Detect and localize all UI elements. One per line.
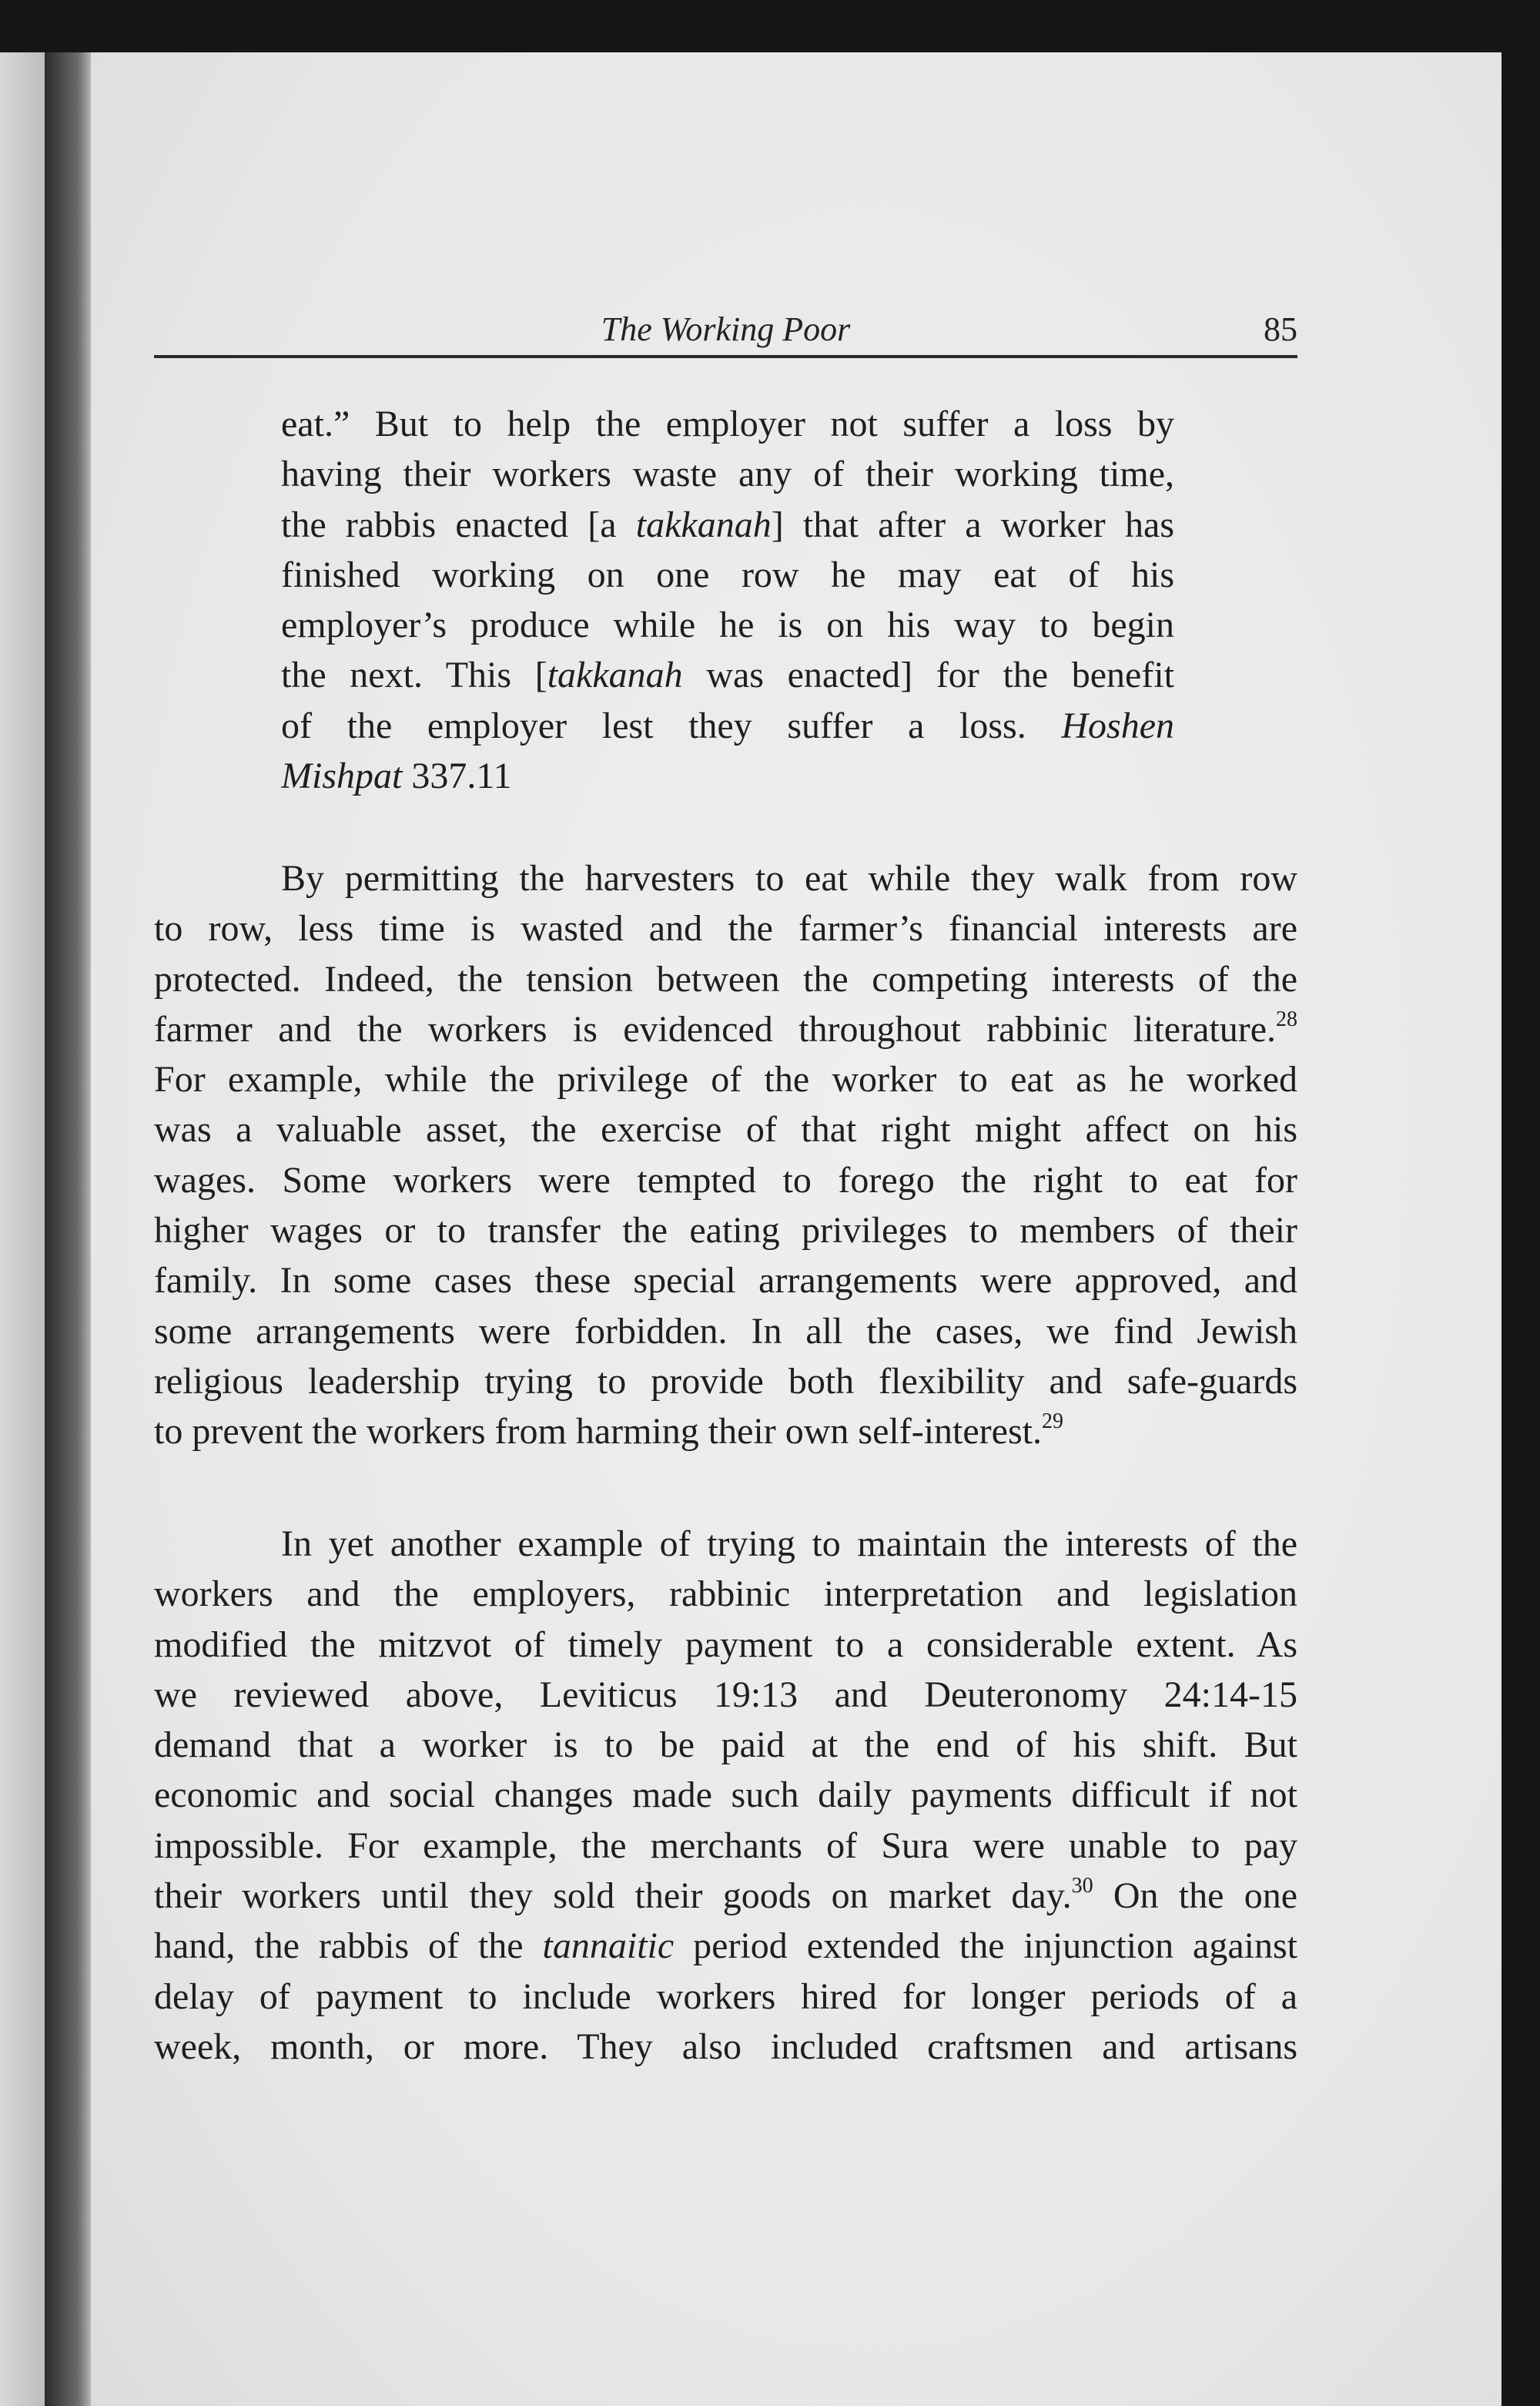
text-run: we reviewed above, Leviticus 19:13 and Deuteronomy 24:14-15 (154, 1674, 1297, 1715)
text-line (154, 2022, 1297, 2072)
text-line (281, 449, 1174, 499)
text-run: the rabbis enacted [a (281, 504, 636, 545)
text-line (281, 701, 1174, 751)
text-line (154, 1569, 1297, 1619)
text-run: delay of payment to include workers hired for longer periods of a (154, 1975, 1297, 2017)
text-line (154, 1871, 1297, 1921)
text-run: 337.11 (402, 756, 512, 797)
text-run: demand that a worker is to be paid at the end of his shift. But (154, 1724, 1297, 1766)
text-run: farmer and the workers is evidenced throughout rabbinic literature. (154, 1008, 1276, 1050)
text-run: ] that after a worker has (771, 504, 1174, 545)
text-run: to prevent the workers from harming their own self-interest. (154, 1411, 1042, 1453)
italic-term: takkanah (547, 655, 683, 696)
running-header-title: The Working Poor (601, 310, 851, 348)
text-run: period extended the injunction against (674, 1925, 1297, 1967)
text-run: By permitting the harvesters to eat while they walk from row (281, 858, 1297, 899)
header-rule (154, 355, 1297, 358)
text-line (154, 1770, 1297, 1820)
text-line (154, 1670, 1297, 1720)
text-run: family. In some cases these special arrangements were approved, and (154, 1260, 1297, 1302)
text-run: was a valuable asset, the exercise of that right might affect on his (154, 1109, 1297, 1151)
running-header (154, 307, 1297, 353)
text-line (154, 1821, 1297, 1871)
footnote-marker: 29 (1041, 1409, 1063, 1434)
text-line (281, 650, 1174, 700)
text-line (154, 1720, 1297, 1770)
text-run: modified the mitzvot of timely payment to a considerable extent. As (154, 1624, 1297, 1665)
text-line (154, 1519, 1297, 1569)
text-run: workers and the employers, rabbinic interpretation and legislation (154, 1573, 1297, 1615)
text-line (154, 1155, 1297, 1205)
text-line (281, 600, 1174, 650)
italic-term: Mishpat (281, 756, 403, 797)
text-run: employer’s produce while he is on his way to begin (281, 605, 1174, 646)
text-line (154, 1406, 1297, 1456)
italic-term: tannaitic (542, 1925, 675, 1967)
text-run: protected. Indeed, the tension between the competing interests of the (154, 958, 1297, 1000)
text-line (281, 399, 1174, 449)
footnote-marker: 30 (1071, 1874, 1093, 1898)
text-run: of the employer lest they suffer a loss. (281, 705, 1062, 746)
text-line (154, 853, 1297, 903)
text-run: In yet another example of trying to maintain the interests of the (281, 1523, 1297, 1564)
text-line (154, 1104, 1297, 1154)
italic-term: takkanah (635, 504, 772, 545)
text-line (154, 1255, 1297, 1305)
text-line (154, 1205, 1297, 1255)
text-run: impossible. For example, the merchants of Sura were unable to pay (154, 1825, 1297, 1866)
text-run: some arrangements were forbidden. In all the cases, we find Jewish (154, 1310, 1297, 1352)
text-run: On the one (1093, 1875, 1297, 1917)
italic-term: Hoshen (1061, 705, 1174, 746)
text-line (154, 1356, 1297, 1406)
body-paragraph (154, 853, 1297, 1457)
text-run: week, month, or more. They also included craftsmen and artisans (154, 2026, 1297, 2067)
text-run: higher wages or to transfer the eating privileges to members of their (154, 1210, 1297, 1252)
text-line (281, 500, 1174, 550)
text-run: their workers until they sold their goods on market day. (154, 1875, 1072, 1917)
text-run: the next. This [ (281, 655, 547, 696)
text-run: was enacted] for the benefit (682, 655, 1174, 696)
page-number: 85 (1264, 310, 1297, 348)
text-run: finished working on one row he may eat of his (281, 554, 1174, 595)
text-line (281, 751, 1174, 801)
text-line (154, 1054, 1297, 1104)
text-run: economic and social changes made such daily payments difficult if not (154, 1774, 1297, 1816)
text-line (154, 1620, 1297, 1670)
previous-page-edge (0, 52, 45, 2406)
text-run: hand, the rabbis of the (154, 1925, 543, 1967)
text-run: eat.” But to help the employer not suffer a loss by (281, 404, 1174, 444)
text-run: religious leadership trying to provide both flexibility and safe-guards (154, 1360, 1297, 1402)
text-run: wages. Some workers were tempted to forego the right to eat for (154, 1159, 1297, 1201)
footnote-marker: 28 (1276, 1007, 1297, 1031)
text-line (154, 1921, 1297, 1971)
body-paragraph (154, 1519, 1297, 2072)
text-line (154, 903, 1297, 953)
text-line (154, 1004, 1297, 1054)
book-gutter-shadow (45, 52, 92, 2406)
text-line (281, 550, 1174, 600)
block-quote (281, 399, 1174, 801)
text-run: to row, less time is wasted and the farmer’s financial interests are (154, 908, 1297, 950)
text-run: having their workers waste any of their working time, (281, 454, 1174, 495)
text-line (154, 1972, 1297, 2022)
text-run: For example, while the privilege of the worker to eat as he worked (154, 1059, 1297, 1101)
text-line (154, 954, 1297, 1004)
text-line (154, 1306, 1297, 1356)
